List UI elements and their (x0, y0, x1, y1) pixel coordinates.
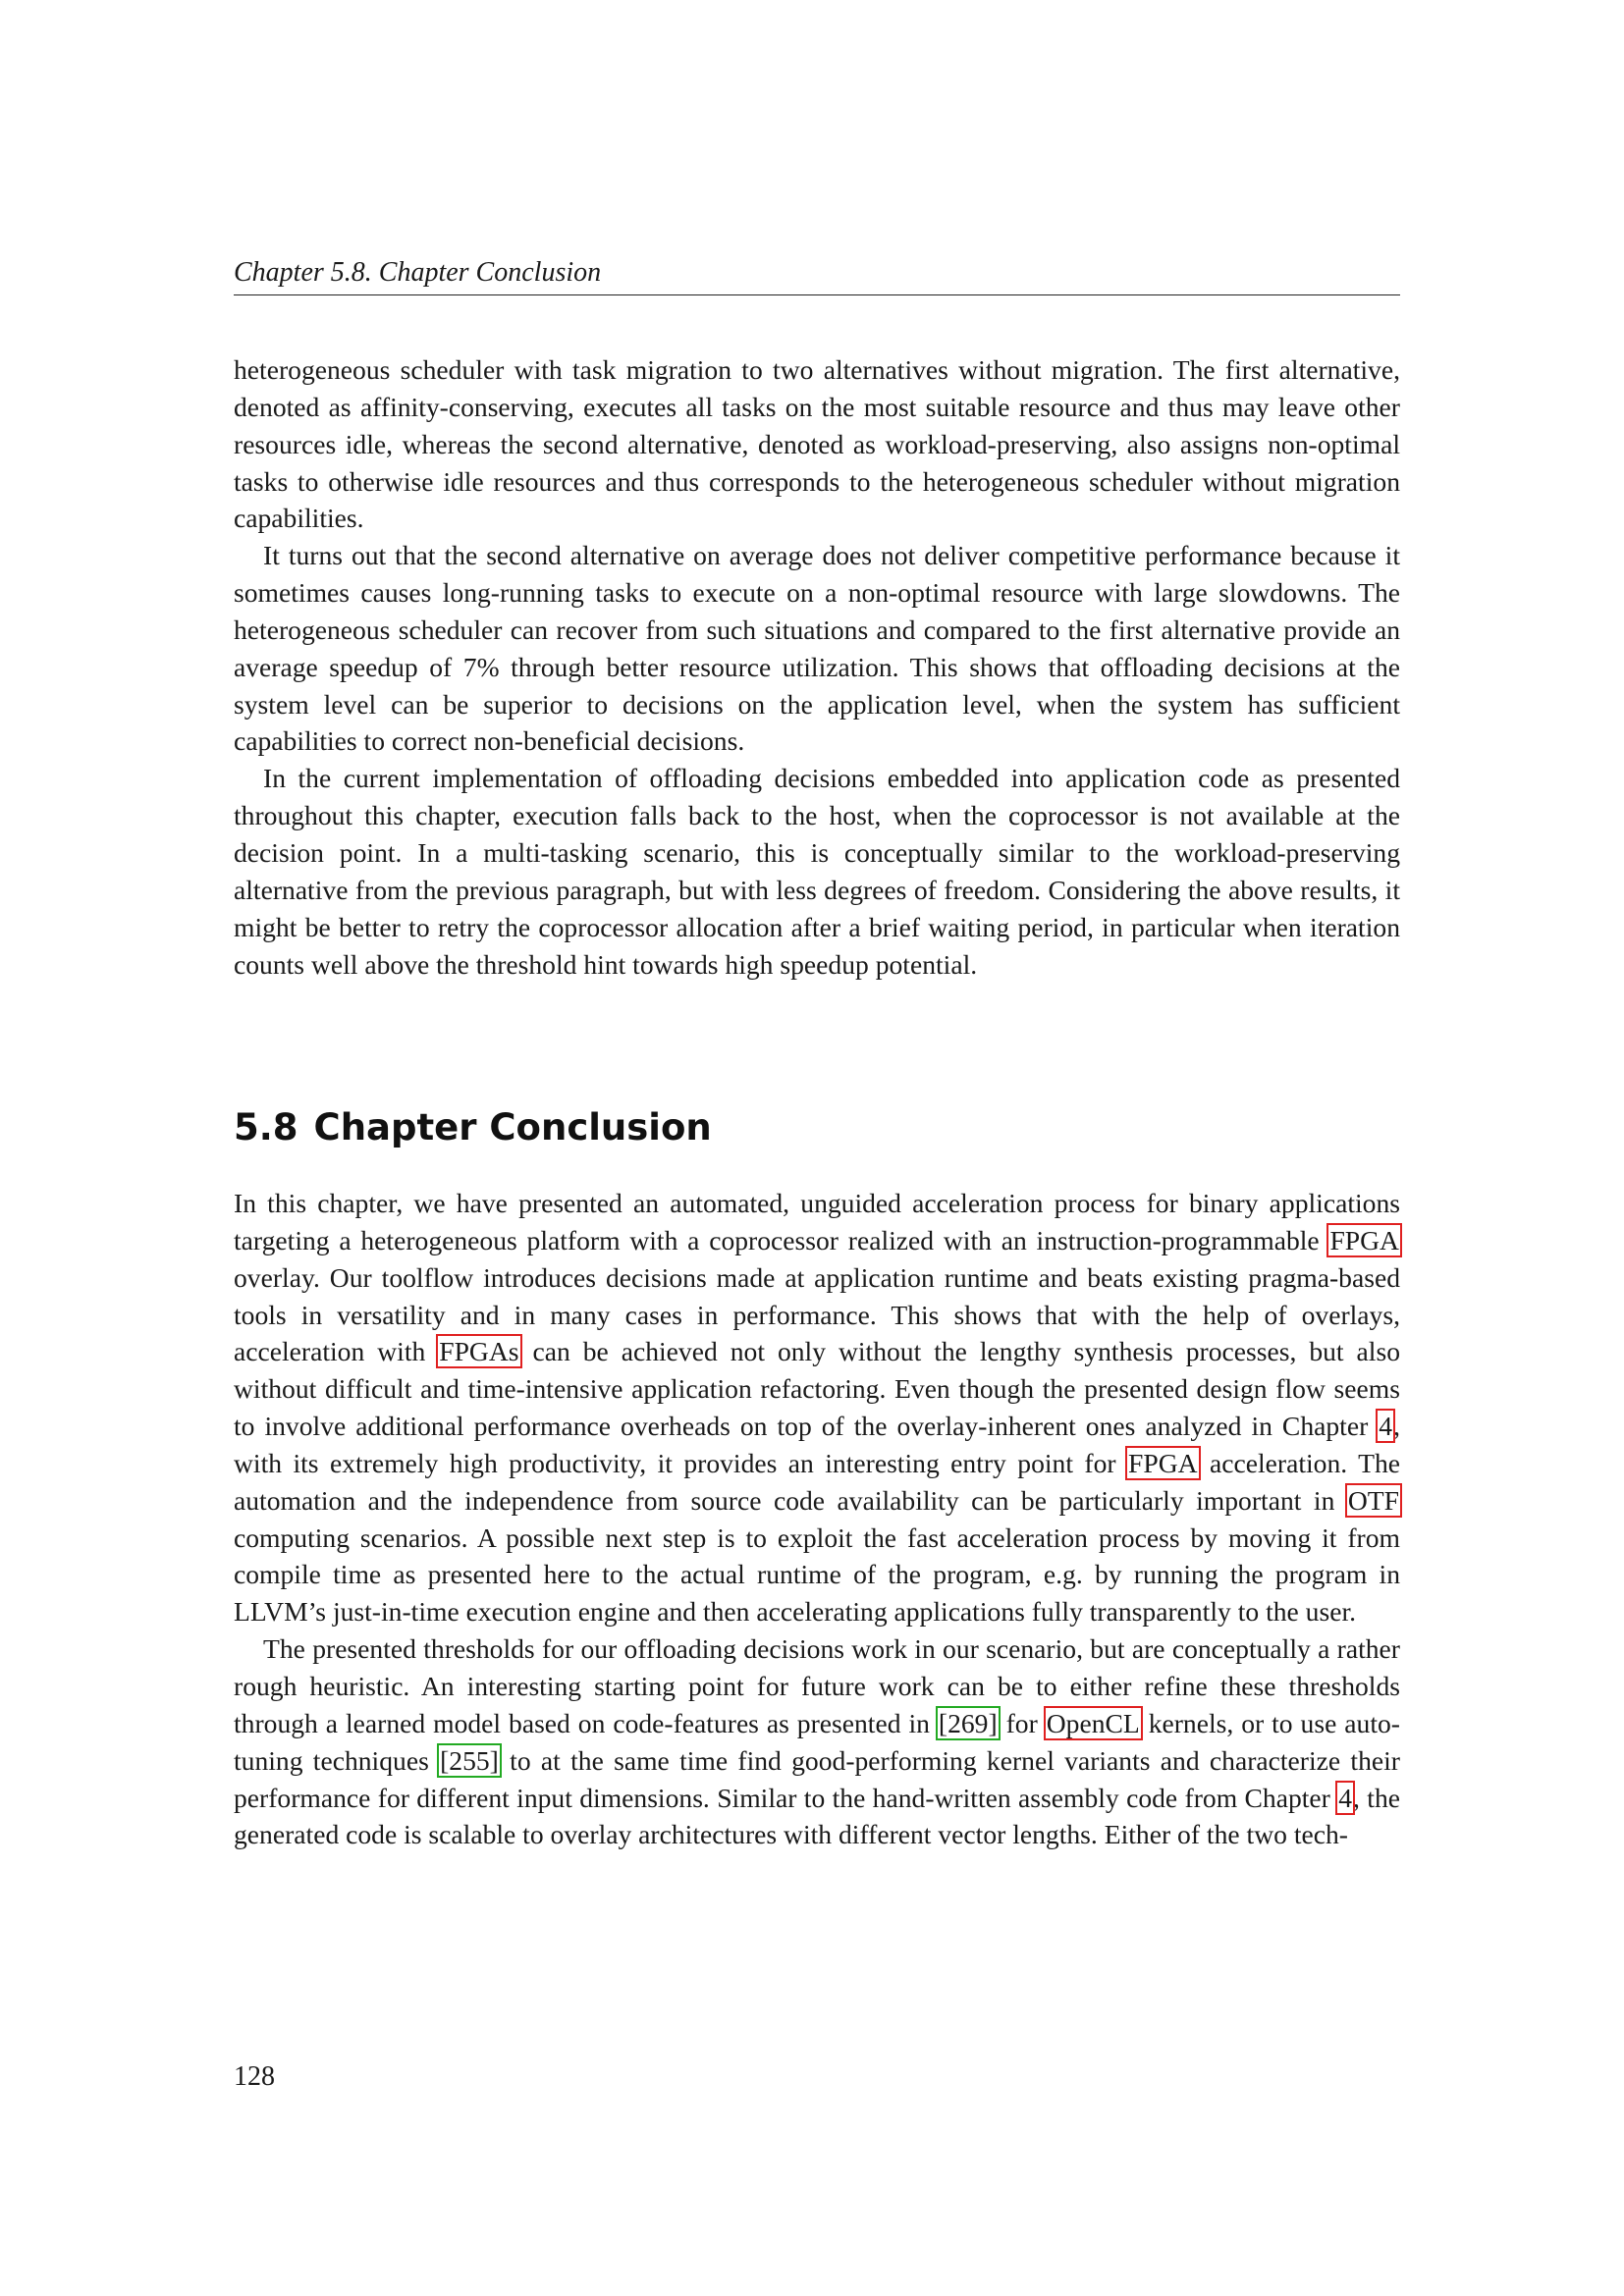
chapter-link-4[interactable]: 4 (1379, 1411, 1393, 1442)
text-run: computing scenarios. A possible next step is to exploit the fast acceleration process by moving it from compile time as presented here to the actual runtime of the program, e.g. by running the program in LLVM’s just-in-time execution engine and then accelerating applications fully transparently to the user. (234, 1522, 1400, 1628)
citation-link-269[interactable]: [269] (938, 1707, 998, 1738)
page-number: 128 (234, 2061, 275, 2092)
running-head: Chapter 5.8. Chapter Conclusion (234, 253, 1400, 295)
text-run: The presented thresholds for our offloading decisions work in our scenario, but are conceptually a rather rough heuristic. An interesting starting point for future work can be to either refine these thresholds through a learned model based on code-features as presented in (234, 1633, 1400, 1738)
section-title-text: Chapter Conclusion (313, 1106, 712, 1148)
text-run: acceleration. The automation and the independence from source code availability can be particularly important in (234, 1447, 1400, 1516)
text-run: can be achieved not only without the lengthy synthesis processes, but also without difficult and time-intensive application refactoring. Even though the presented design flow seems to involve additional performance overheads on top of the overlay-inherent ones analyzed in Chapter (234, 1336, 1400, 1442)
acronym-link-fpga[interactable]: FPGA (1329, 1224, 1399, 1255)
text-run: , the generated code is scalable to overlay architectures with different vector lengths. Either of the two tech- (234, 1782, 1400, 1850)
text-run: In this chapter, we have presented an automated, unguided acceleration process for binary applications targeting a heterogeneous platform with a coprocessor realized with an instruction-programmable (234, 1188, 1400, 1255)
section-number: 5.8 (234, 1106, 298, 1148)
acronym-link-fpgas[interactable]: FPGAs (439, 1336, 519, 1367)
text-run: for (998, 1707, 1046, 1738)
acronym-link-opencl[interactable]: OpenCL (1046, 1707, 1140, 1738)
section-heading (234, 1103, 712, 1152)
text-run: overlay. Our toolflow introduces decisions made at application runtime and beats existing pragma-based tools in versatility and in many cases in performance. This shows that with the help of overlays, acceleration with (234, 1261, 1400, 1367)
text-run: , with its extremely high productivity, it provides an interesting entry point for (234, 1411, 1400, 1478)
conclusion-text (234, 1185, 1400, 1853)
text-run: to at the same time find good-performing kernel variants and characterize their performance for different input dimensions. Similar to the hand-written assembly code from Chapter (234, 1744, 1400, 1813)
paragraph: It turns out that the second alternative on average does not deliver competitive performance because it sometimes causes long-running tasks to execute on a non-optimal resource with large slowdowns. The heterogeneous scheduler can recover from such situations and compared to the first alternative provide an average speedup of 7% through better resource utilization. This shows that offloading decisions at the system level can be superior to decisions on the application level, when the system has sufficient capabilities to correct non-beneficial decisions. (234, 540, 1400, 757)
paragraph (234, 1185, 1400, 1630)
body-text-before-section (234, 351, 1400, 983)
citation-link-255[interactable]: [255] (440, 1744, 499, 1776)
chapter-link-4[interactable]: 4 (1338, 1782, 1353, 1813)
paragraph (234, 1630, 1400, 1853)
text-run: kernels, or to use auto-tuning techniques (234, 1707, 1400, 1776)
paragraph: heterogeneous scheduler with task migration to two alternatives without migration. The first alternative, denoted as affinity-conserving, executes all tasks on the most suitable resource and thus may leave other resources idle, whereas the second alternative, denoted as workload-preserving, also assigns non-optimal tasks to otherwise idle resources and thus corresponds to the heterogeneous scheduler without migration capabilities. (234, 354, 1400, 534)
acronym-link-fpga[interactable]: FPGA (1128, 1447, 1198, 1478)
acronym-link-otf[interactable]: OTF (1347, 1484, 1399, 1516)
paragraph: In the current implementation of offloading decisions embedded into application code as presented throughout this chapter, execution falls back to the host, when the coprocessor is not available at the decision point. In a multi-tasking scenario, this is conceptually similar to the workload-preserving alternative from the previous paragraph, but with less degrees of freedom. Considering the above results, it might be better to retry the coprocessor allocation after a brief waiting period, in particular when iteration counts well above the threshold hint towards high speedup potential. (234, 763, 1400, 980)
